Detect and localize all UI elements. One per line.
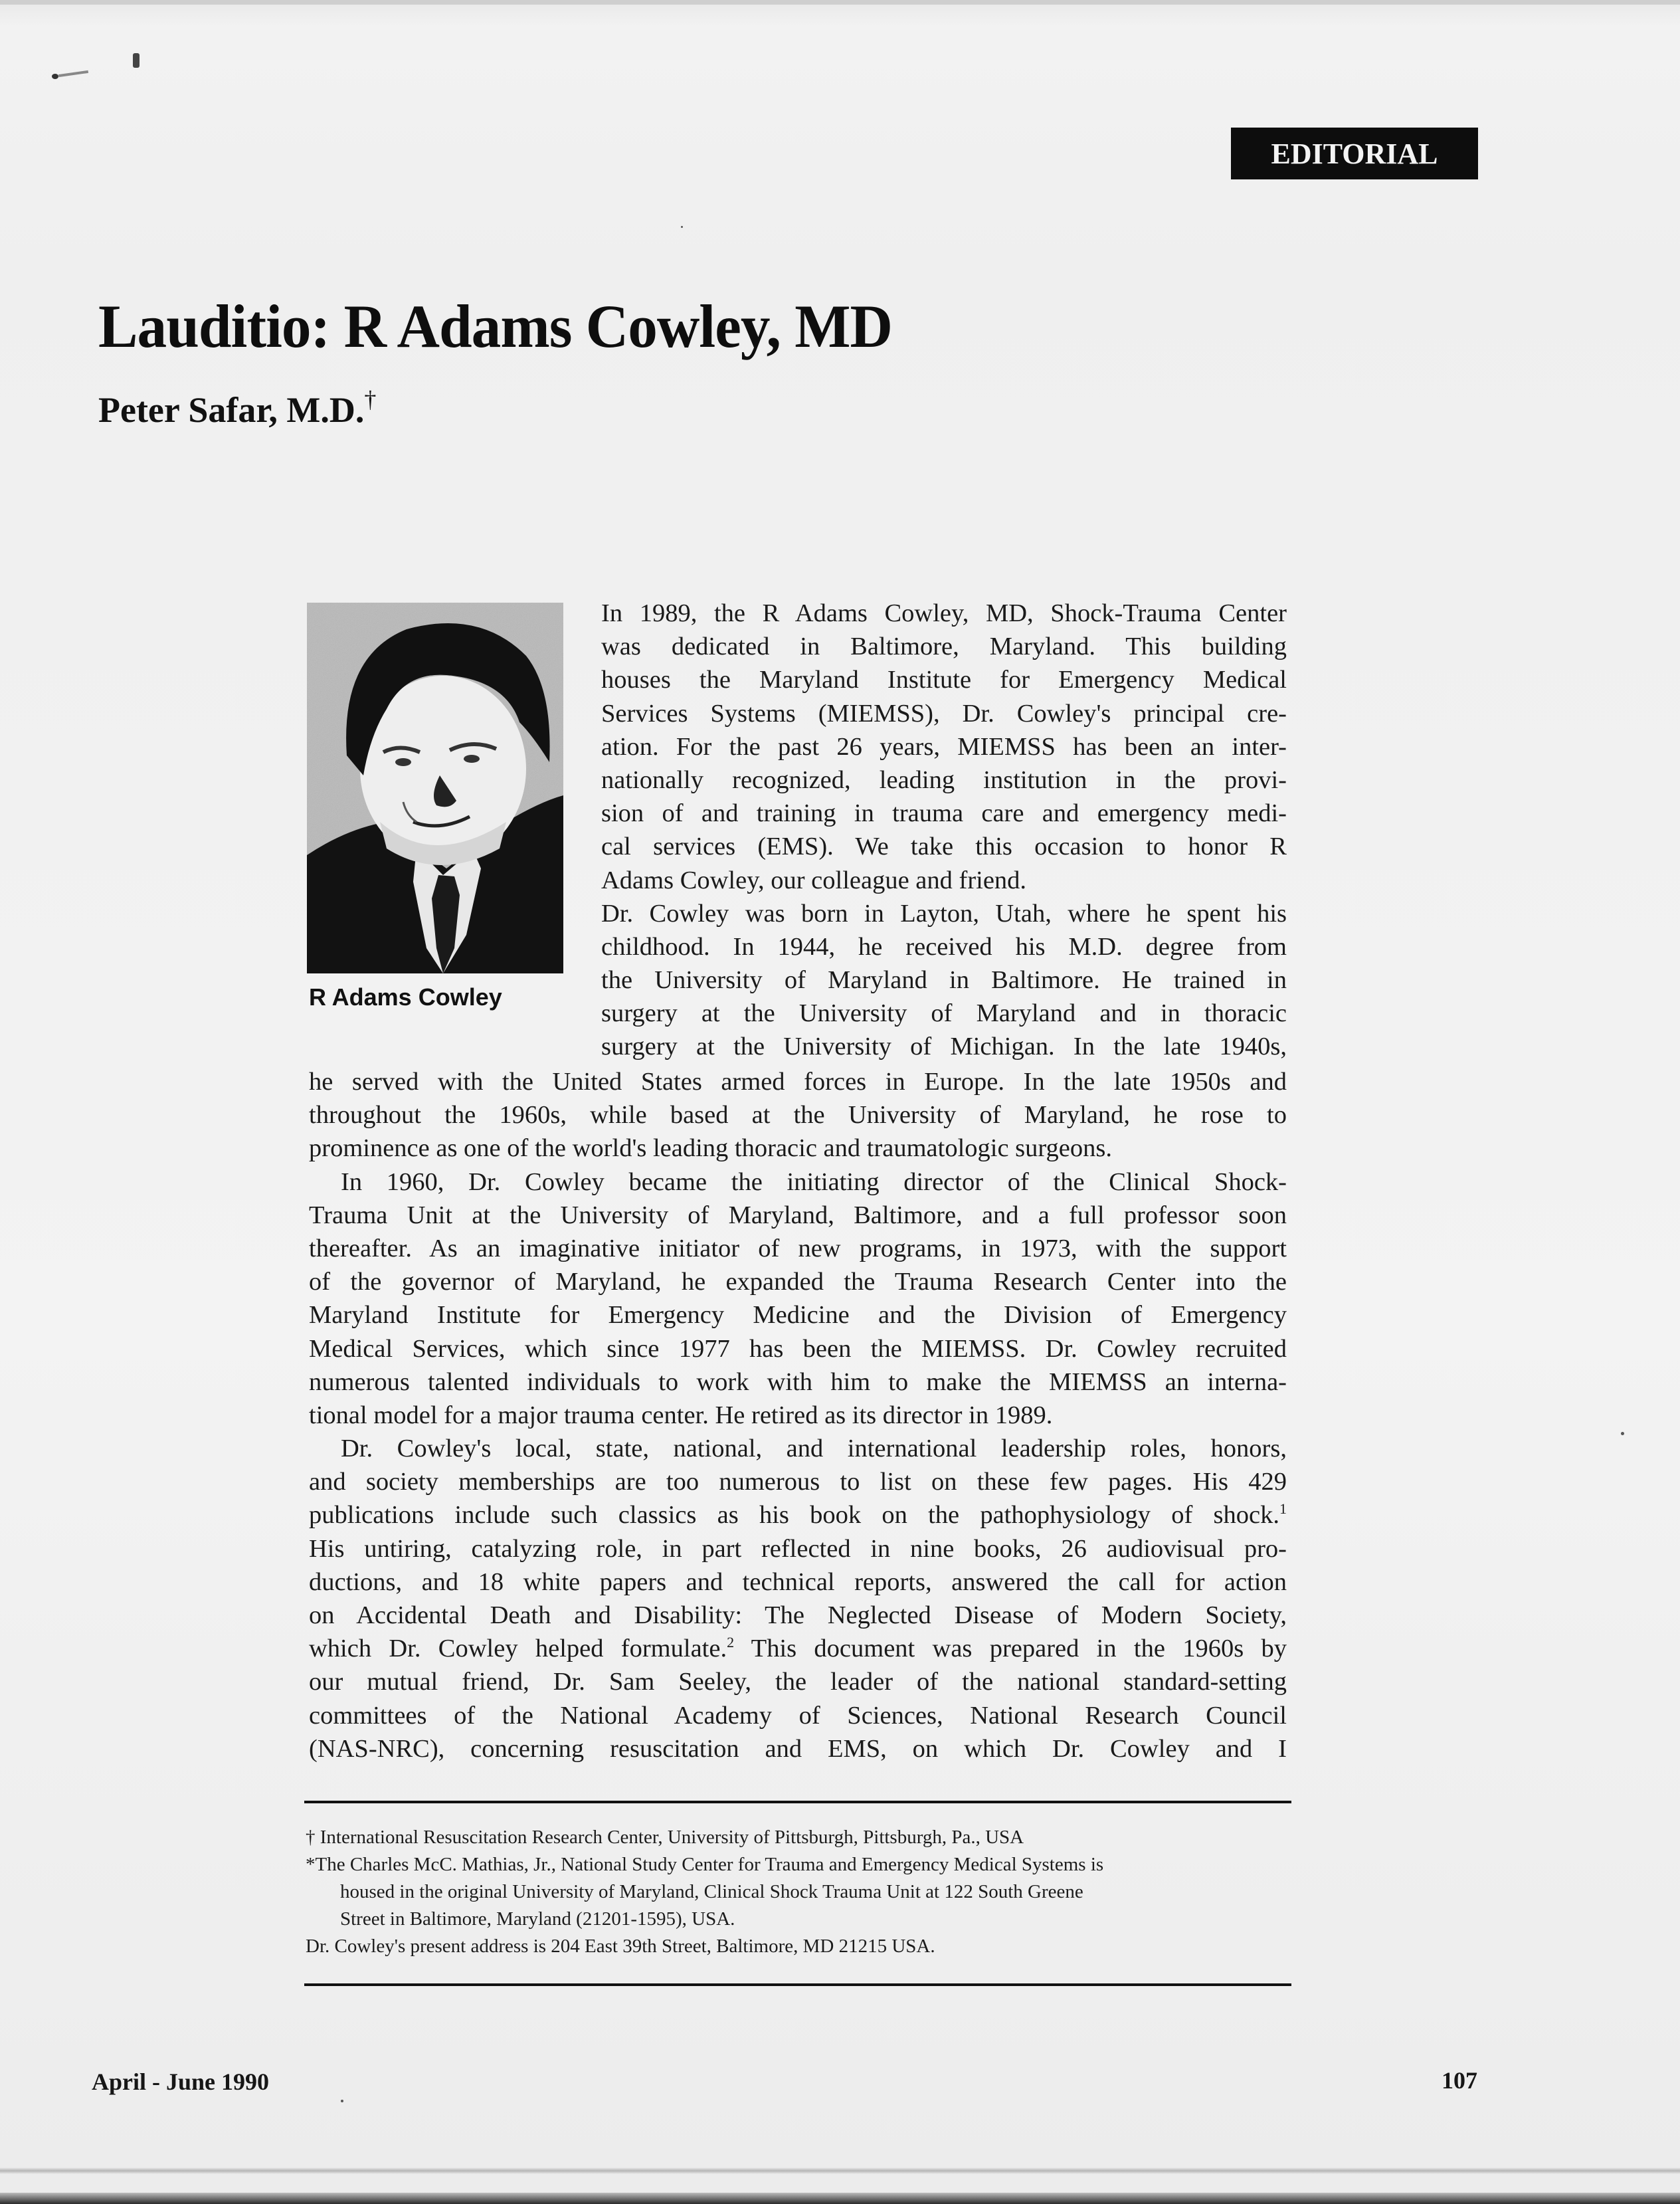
section-label-text: EDITORIAL — [1271, 137, 1438, 170]
body-column-beside-photo — [601, 597, 1287, 1064]
footnote-asterisk: *The Charles McC. Mathias, Jr., National Study Center for Trauma and Emergency Medical Systems is — [306, 1854, 1104, 1875]
body-line: houses the Maryland Institute for Emergency Medical — [601, 666, 1287, 694]
scan-speck — [1621, 1432, 1624, 1435]
scan-bottom-edge — [0, 2193, 1680, 2204]
body-line: nationally recognized, leading institution in the provi- — [601, 765, 1287, 794]
body-line: Services Systems (MIEMSS), Dr. Cowley's principal cre- — [601, 699, 1287, 728]
body-line: tional model for a major trauma center. He retired as its director in 1989. — [309, 1401, 1053, 1429]
body-line: Trauma Unit at the University of Maryland, Baltimore, and a full professor soon — [309, 1201, 1287, 1229]
body-line: ation. For the past 26 years, MIEMSS has been an inter- — [601, 732, 1287, 761]
body-line: he served with the United States armed forces in Europe. In the late 1950s and — [309, 1068, 1287, 1096]
body-line: numerous talented individuals to work with him to make the MIEMSS an interna- — [309, 1367, 1287, 1396]
body-line: Dr. Cowley's local, state, national, and international leadership roles, honors, — [341, 1435, 1287, 1463]
scan-speck — [341, 2100, 343, 2102]
footnote-top-rule — [304, 1801, 1291, 1803]
body-line-text: This document was prepared in the 1960s by — [734, 1635, 1287, 1663]
article-author — [98, 385, 376, 431]
footnote-asterisk-cont: housed in the original University of Maryland, Clinical Shock Trauma Unit at 122 South Greene — [340, 1881, 1083, 1902]
body-line: sion of and training in trauma care and emergency medi- — [601, 799, 1287, 828]
author-name: Peter Safar, M.D. — [98, 390, 365, 430]
reference-2-link[interactable]: 2 — [727, 1634, 735, 1651]
photo-caption: R Adams Cowley — [309, 983, 502, 1011]
section-label-editorial — [1231, 128, 1478, 179]
body-line: ductions, and 18 white papers and technical reports, answered the call for action — [309, 1567, 1287, 1596]
body-line: thereafter. As an imaginative initiator of new programs, in 1973, with the support — [309, 1234, 1287, 1262]
portrait-photo — [307, 603, 563, 973]
body-line: prominence as one of the world's leading thoracic and traumatologic surgeons. — [309, 1134, 1112, 1163]
body-line: the University of Maryland in Baltimore. He trained in — [601, 966, 1287, 995]
body-line: on Accidental Death and Disability: The Neglected Disease of Modern Society, — [309, 1601, 1287, 1629]
body-line-text: which Dr. Cowley helped formulate. — [309, 1635, 727, 1663]
body-line-text: publications include such classics as his book on the pathophysiology of shock. — [309, 1501, 1279, 1530]
body-line: surgery at the University of Michigan. In the late 1940s, — [601, 1033, 1287, 1061]
reference-1-link[interactable]: 1 — [1279, 1500, 1287, 1518]
footnote-dagger-affiliation: † International Resuscitation Research Center, University of Pittsburgh, Pittsburgh, Pa., USA — [306, 1827, 1024, 1848]
body-line: our mutual friend, Dr. Sam Seeley, the leader of the national standard-setting — [309, 1668, 1287, 1696]
body-line-with-ref — [309, 1498, 1287, 1532]
body-line: of the governor of Maryland, he expanded the Trauma Research Center into the — [309, 1268, 1287, 1296]
footnote-address: Dr. Cowley's present address is 204 East 39th Street, Baltimore, MD 21215 USA. — [306, 1936, 935, 1957]
page-number: 107 — [1442, 2067, 1477, 2094]
dagger-footnote-mark: † — [364, 386, 377, 413]
body-line: childhood. In 1944, he received his M.D. degree from — [601, 932, 1287, 961]
body-line: Medical Services, which since 1977 has been the MIEMSS. Dr. Cowley recruited — [309, 1334, 1287, 1363]
body-line: (NAS-NRC), concerning resuscitation and EMS, on which Dr. Cowley and I — [309, 1734, 1287, 1763]
body-line: surgery at the University of Maryland and in thoracic — [601, 999, 1287, 1028]
body-line: Maryland Institute for Emergency Medicine and the Division of Emergency — [309, 1301, 1287, 1330]
footnote-bottom-rule — [304, 1983, 1291, 1986]
body-line: In 1960, Dr. Cowley became the initiating director of the Clinical Shock- — [341, 1167, 1287, 1196]
body-line: Adams Cowley, our colleague and friend. — [601, 866, 1027, 894]
portrait-image-icon — [307, 603, 563, 973]
body-line: His untiring, catalyzing role, in part reflected in nine books, 26 audiovisual pro- — [309, 1534, 1287, 1563]
body-line: was dedicated in Baltimore, Maryland. This building — [601, 633, 1287, 661]
body-line: Dr. Cowley was born in Layton, Utah, where he spent his — [601, 899, 1287, 928]
scan-top-edge — [0, 0, 1680, 5]
body-line-with-ref — [309, 1632, 1287, 1665]
scan-speck — [681, 226, 683, 228]
scan-smudge-mark — [52, 56, 98, 66]
body-line: committees of the National Academy of Sciences, National Research Council — [309, 1701, 1287, 1730]
body-line: In 1989, the R Adams Cowley, MD, Shock-Trauma Center — [601, 599, 1287, 627]
article-title: Lauditio: R Adams Cowley, MD — [98, 292, 893, 360]
footnotes — [306, 1824, 1289, 1960]
footnote-asterisk-cont: Street in Baltimore, Maryland (21201-1595), USA. — [340, 1908, 735, 1930]
scan-bottom-shadow — [0, 2167, 1680, 2174]
body-column-full-width — [309, 1065, 1287, 1765]
issue-date: April - June 1990 — [92, 2068, 270, 2095]
body-line: throughout the 1960s, while based at the University of Maryland, he rose to — [309, 1101, 1287, 1130]
body-line: cal services (EMS). We take this occasion to honor R — [601, 833, 1287, 861]
body-line: and society memberships are too numerous to list on these few pages. His 429 — [309, 1468, 1287, 1496]
